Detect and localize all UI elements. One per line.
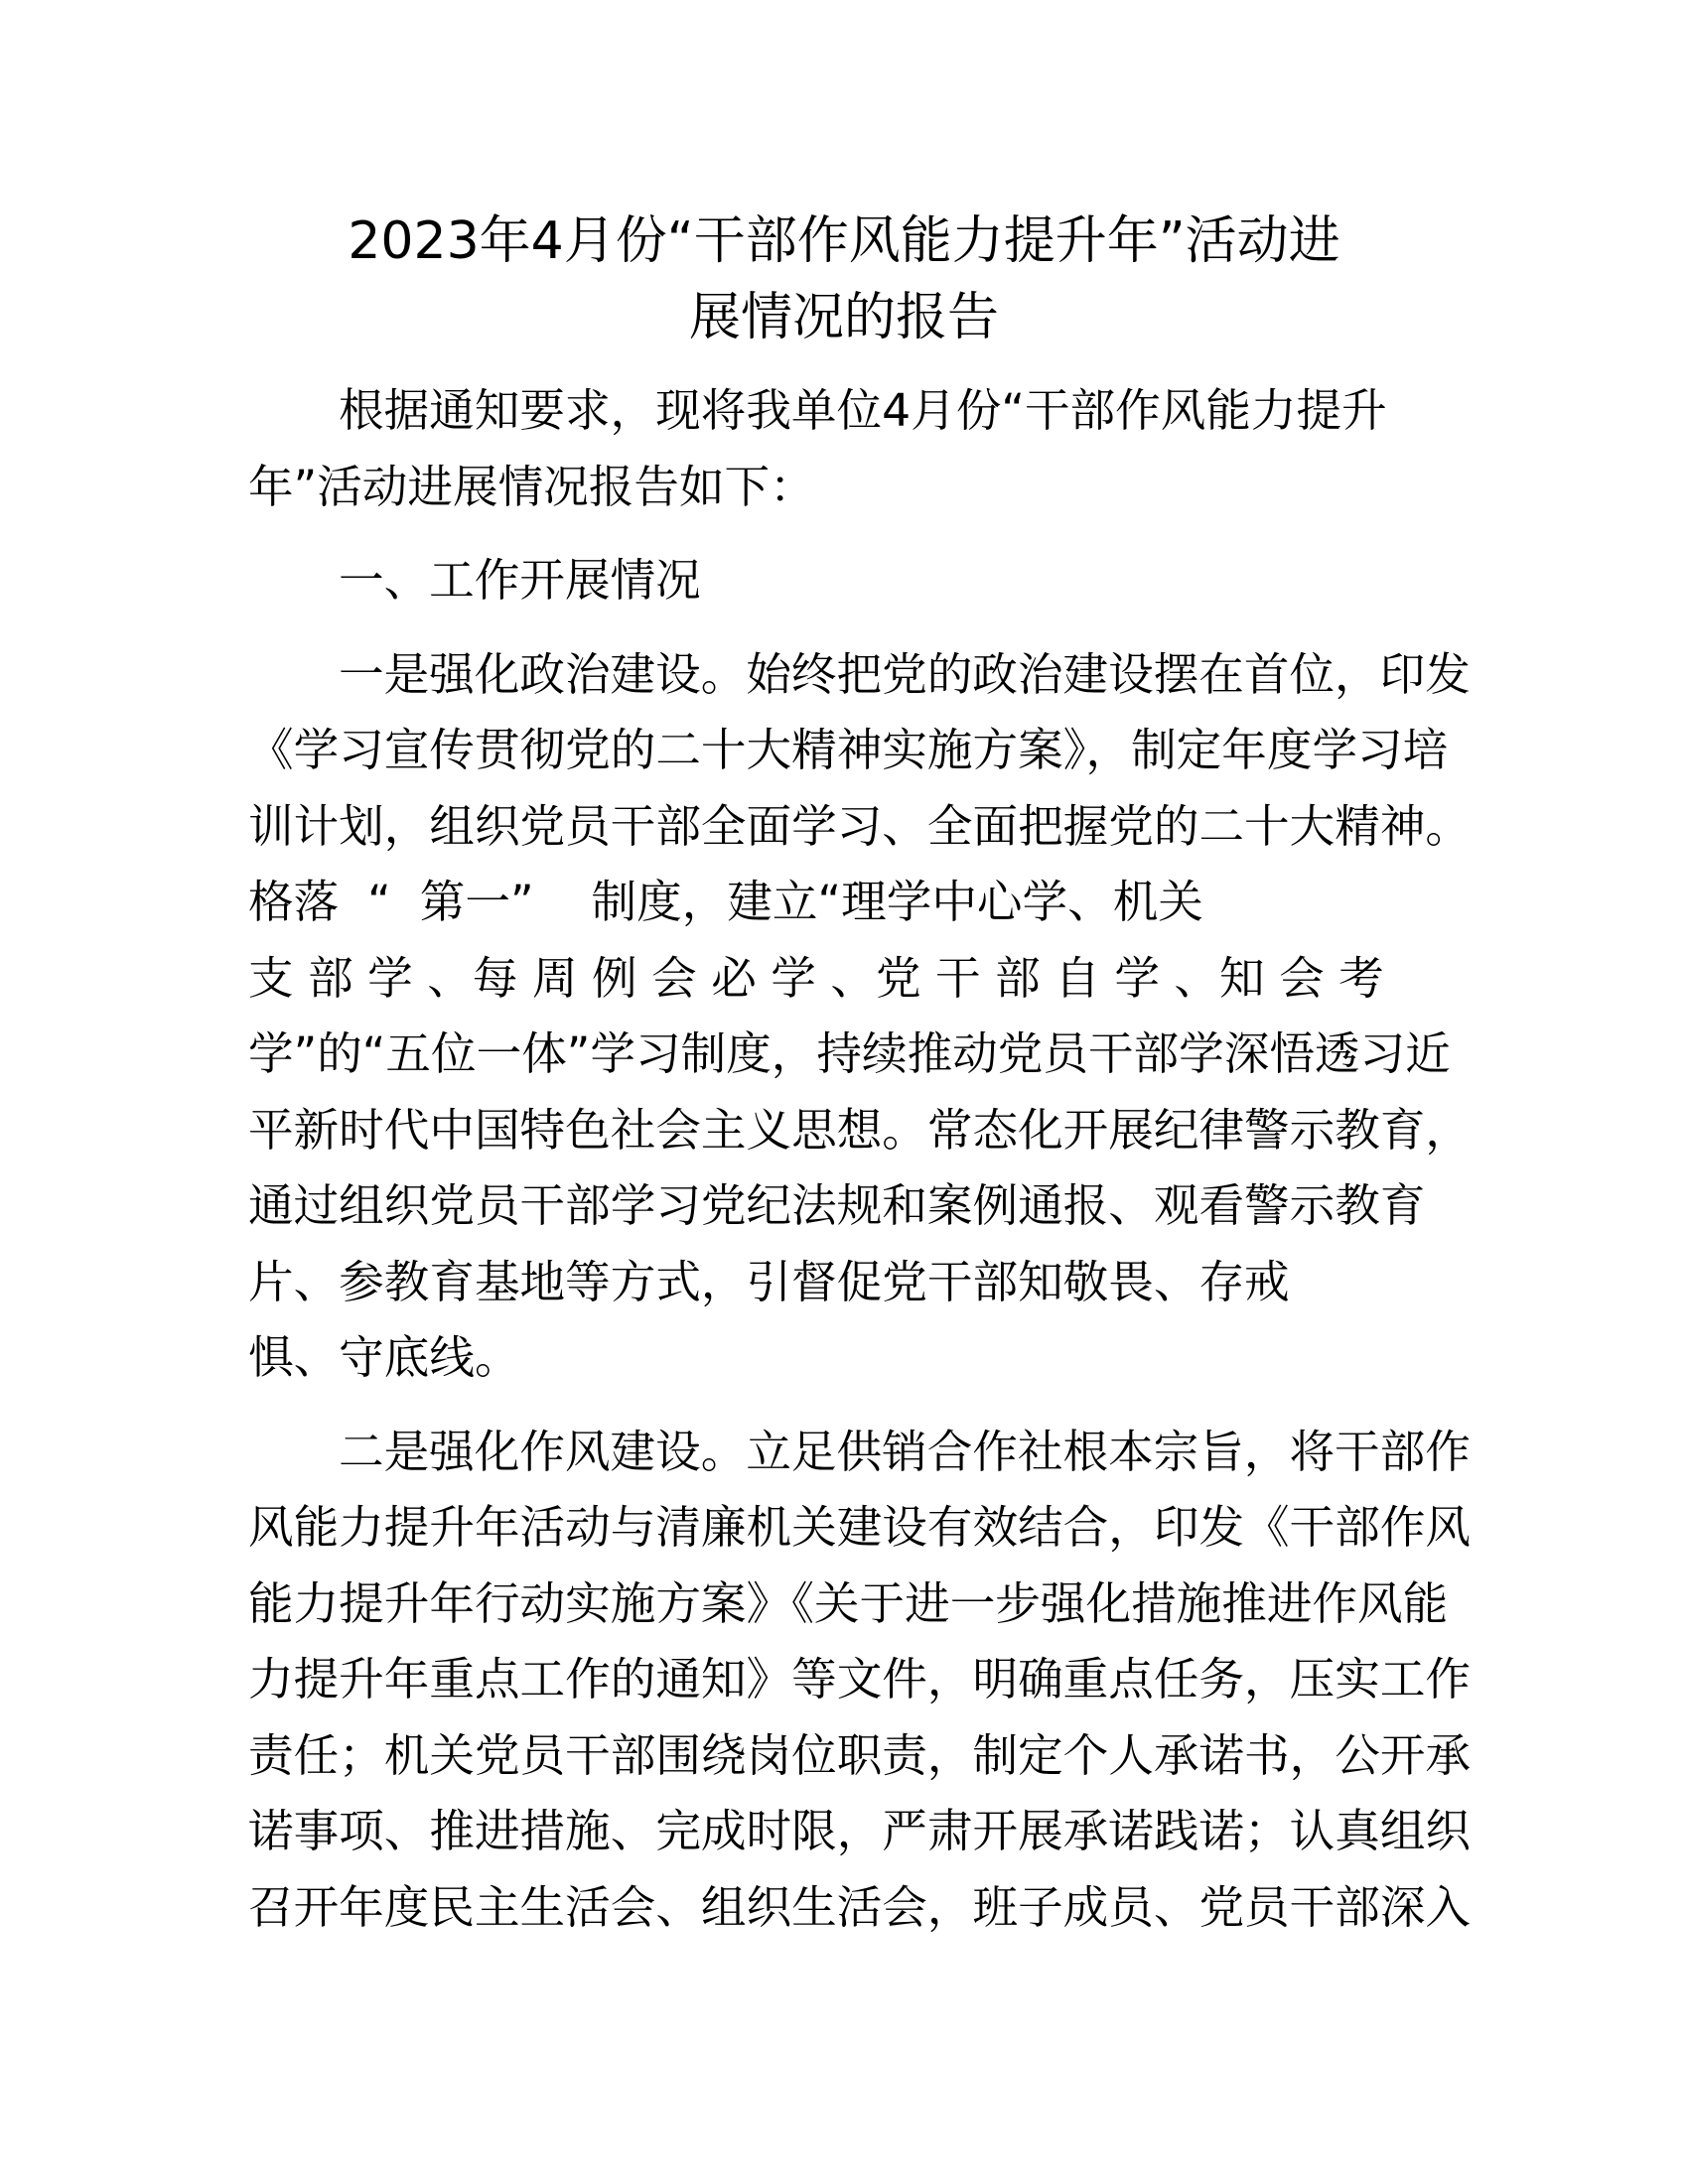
- text-line: 力提升年重点工作的通知》等文件，明确重点任务，压实工作: [248, 1653, 1472, 1706]
- text-line: 学”的“五位一体”学习制度，持续推动党员干部学深悟透习近: [248, 1027, 1451, 1080]
- text-line: 年”活动进展情况报告如下：: [248, 460, 815, 513]
- title-line-1: 2023年4月份“干部作风能力提升年”活动进: [348, 211, 1340, 271]
- text-line: 格落 “ 第一” 制度，建立“理学中心学、机关: [248, 876, 1203, 928]
- document-title: [0, 204, 1688, 356]
- text-line: 召开年度民主生活会、组织生活会，班子成员、党员干部深入: [248, 1880, 1472, 1934]
- text-line: 支 部 学 、每 周 例 会 必 学 、党 干 部 自 学 、知 会 考: [248, 951, 1384, 1005]
- text-line: 片、参教育基地等方式，引督促党干部知敬畏、存戒: [248, 1255, 1290, 1308]
- style-building-paragraph: [248, 1415, 1472, 1947]
- text-line: 通过组织党员干部学习党纪法规和案例通报、观看警示教育: [248, 1179, 1426, 1232]
- text-line: 二是强化作风建设。立足供销合作社根本宗旨，将干部作: [339, 1425, 1471, 1478]
- text-line: 诺事项、推进措施、完成时限，严肃开展承诺践诺；认真组织: [248, 1805, 1472, 1857]
- text-line: 能力提升年行动实施方案》《关于进一步强化措施推进作风能: [248, 1576, 1449, 1630]
- document-body: [248, 373, 1472, 1946]
- political-building-paragraph: [248, 637, 1472, 1397]
- text-line: 一是强化政治建设。始终把党的政治建设摆在首位，印发: [339, 647, 1471, 701]
- text-line: 责任；机关党员干部围绕岗位职责，制定个人承诺书，公开承: [248, 1728, 1472, 1782]
- text-line: 平新时代中国特色社会主义思想。常态化开展纪律警示教育，: [248, 1103, 1472, 1157]
- text-line: 根据通知要求，现将我单位4月份“干部作风能力提升: [339, 384, 1387, 437]
- text-line: 风能力提升年活动与清廉机关建设有效结合，印发《干部作风: [248, 1501, 1472, 1554]
- text-line: 惧、守底线。: [248, 1331, 520, 1384]
- section-heading: [248, 543, 1430, 619]
- text-line: 《学习宣传贯彻党的二十大精神实施方案》，制定年度学习培: [248, 724, 1449, 776]
- text-line: 训计划，组织党员干部全面学习、全面把握党的二十大精神。: [248, 799, 1472, 853]
- title-line-2: 展情况的报告: [688, 288, 999, 347]
- text-line: 一、工作开展情况: [339, 554, 701, 607]
- intro-paragraph: [248, 373, 1430, 525]
